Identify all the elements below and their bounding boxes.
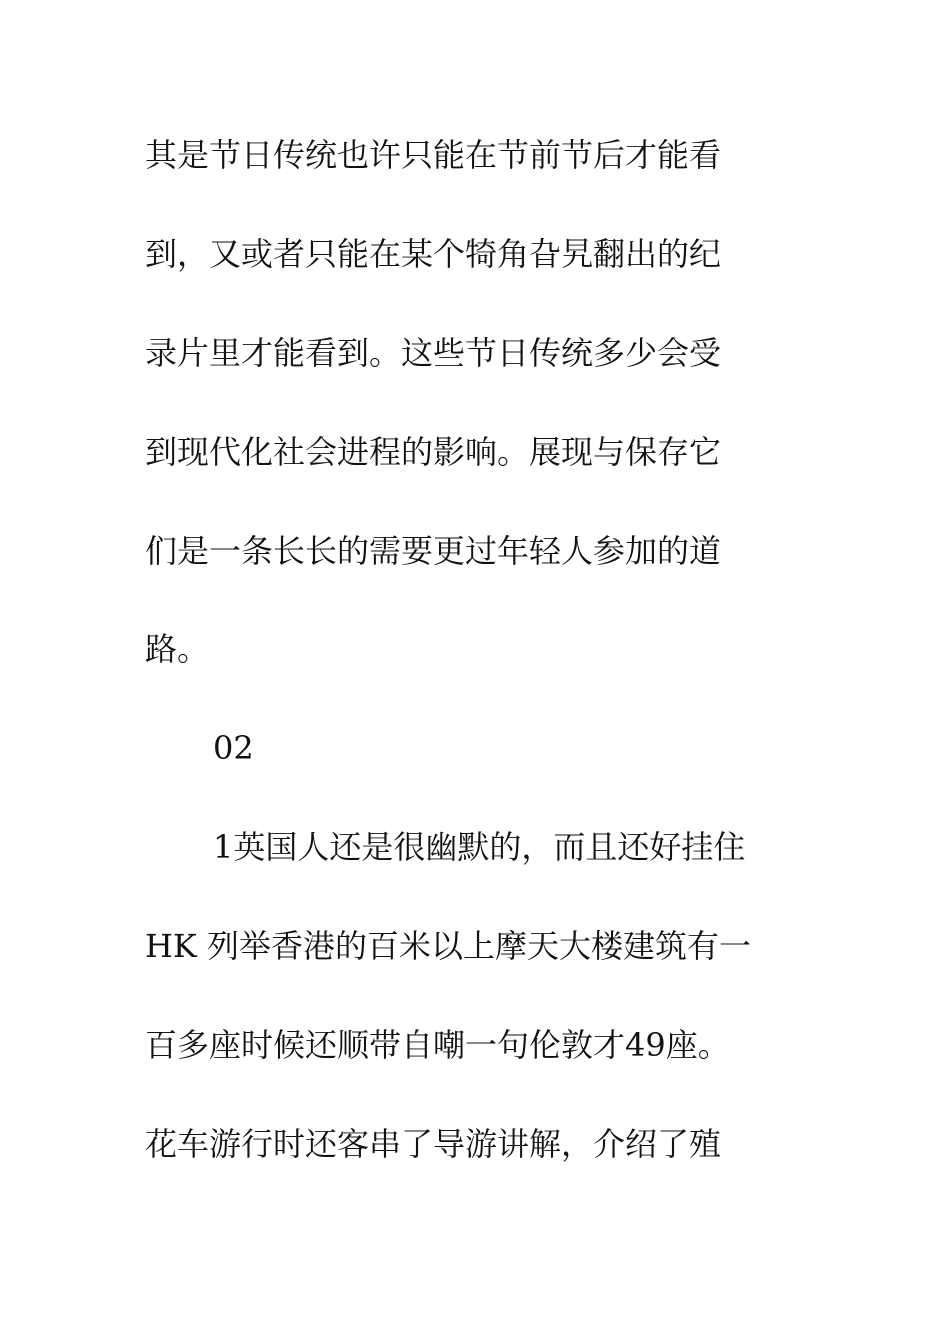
paragraph-line: 百多座时候还顺带自嘲一句伦敦才49座。 [145,1026,730,1064]
paragraph-line: 其是节日传统也许只能在节前节后才能看 [145,136,722,174]
paragraph-line: 录片里才能看到。这些节日传统多少会受 [145,334,722,372]
paragraph-line: 花车游行时还客串了导游讲解，介绍了殖 [145,1125,722,1163]
paragraph-line: 路。 [145,630,210,668]
paragraph-line: 1英国人还是很幽默的，而且还好挂住 [213,828,746,866]
section-number: 02 [213,729,254,767]
paragraph-line: 到，又或者只能在某个犄角旮旯翻出的纪 [145,235,722,273]
paragraph-line: 们是一条长长的需要更过年轻人参加的道 [145,532,722,570]
paragraph-line: 到现代化社会进程的影响。展现与保存它 [145,433,722,471]
paragraph-line: HK 列举香港的百米以上摩天大楼建筑有一 [145,927,751,965]
